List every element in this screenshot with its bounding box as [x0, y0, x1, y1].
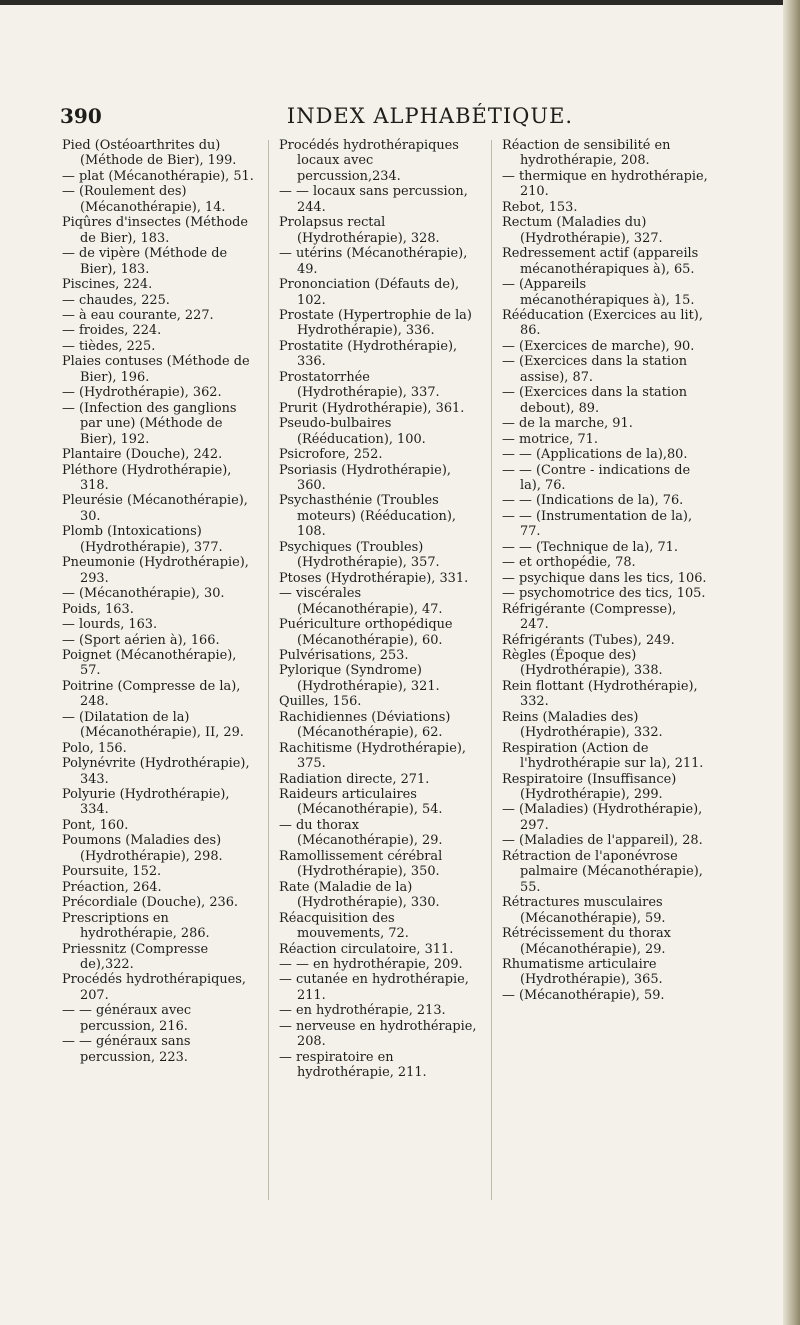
index-entry: — — (Instrumentation de la), 77. — [502, 508, 693, 540]
index-entry: — viscérales (Mécanothérapie), 47. — [279, 586, 443, 617]
index-entry: Préaction, 264. — [62, 879, 162, 895]
index-entry: — — (Technique de la), 71. — [502, 539, 678, 555]
index-entry: — (Maladies de l'appareil), 28. — [502, 833, 703, 849]
index-entry: Piscines, 224. — [62, 277, 153, 293]
index-entry: Rhumatisme articulaire (Hydrothérapie), 365. — [502, 957, 663, 988]
index-entry: Rééducation (Exercices au lit), 86. — [502, 307, 703, 339]
index-entry: Quilles, 156. — [279, 694, 362, 710]
index-entry: — thermique en hydrothérapie, 210. — [502, 168, 708, 200]
index-entry: Pulvérisations, 253. — [279, 647, 409, 663]
index-entry: — du thorax (Mécanothérapie), 29. — [279, 817, 443, 849]
index-entry: Pleurésie (Mécanothérapie), 30. — [62, 493, 248, 524]
index-entry: Plomb (Intoxications) (Hydrothérapie), 377. — [62, 524, 223, 555]
index-entry: — froides, 224. — [62, 323, 162, 339]
index-entry: Rein flottant (Hydrothérapie), 332. — [502, 678, 698, 710]
index-entry: — — (Contre - indications de la), 76. — [502, 462, 691, 493]
index-entry: Rate (Maladie de la) (Hydrothérapie), 330. — [279, 879, 440, 911]
index-entry: Ramollissement cérébral (Hydrothérapie), 350. — [279, 848, 443, 880]
index-entry: — (Exercices de marche), 90. — [502, 338, 695, 354]
index-entry: Pléthore (Hydrothérapie), 318. — [62, 462, 232, 493]
index-entry: Psychiques (Troubles) (Hydrothérapie), 357. — [279, 539, 440, 571]
index-entry: — — (Indications de la), 76. — [502, 493, 684, 509]
index-entry: — à eau courante, 227. — [62, 307, 214, 323]
index-entry: Psicrofore, 252. — [279, 447, 383, 463]
index-entry: Réaction circulatoire, 311. — [279, 941, 454, 957]
index-entry: Poursuite, 152. — [62, 864, 162, 880]
index-entry: Règles (Époque des) (Hydrothérapie), 338. — [502, 647, 663, 679]
index-entry: — — généraux sans percussion, 223. — [62, 1034, 191, 1065]
index-entry: Redressement actif (appareils mécanothérapiques à), 65. — [502, 246, 699, 277]
index-entry: Rectum (Maladies du) (Hydrothérapie), 327. — [502, 215, 663, 246]
index-entry: Prurit (Hydrothérapie), 361. — [279, 400, 465, 416]
index-entry: — tièdes, 225. — [62, 338, 156, 354]
index-entry: — (Mécanothérapie), 30. — [62, 586, 225, 602]
index-entry: Poitrine (Compresse de la), 248. — [62, 678, 241, 710]
index-entry: — (Exercices dans la station assise), 87. — [502, 354, 688, 385]
index-entry: — (Sport aérien à), 166. — [62, 632, 220, 648]
page-title: INDEX ALPHABÉTIQUE. — [286, 104, 574, 128]
column-divider — [268, 140, 269, 1200]
index-entry: — (Exercices dans la station debout), 89. — [502, 385, 688, 416]
index-entry: Réfrigérants (Tubes), 249. — [502, 632, 675, 648]
index-entry: Reins (Maladies des) (Hydrothérapie), 332. — [502, 709, 663, 741]
index-entry: Rachitisme (Hydrothérapie), 375. — [279, 740, 467, 772]
index-entry: — (Hydrothérapie), 362. — [62, 385, 222, 401]
index-entry: Ptoses (Hydrothérapie), 331. — [279, 570, 469, 586]
index-entry: Poids, 163. — [62, 601, 134, 617]
index-entry: Poignet (Mécanothérapie), 57. — [62, 647, 237, 679]
index-entry: — (Maladies) (Hydrothérapie), 297. — [502, 802, 703, 833]
index-entry: — (Infection des ganglions par une) (Méthode de Bier), 192. — [62, 400, 237, 447]
index-entry: Réaction de sensibilité en hydrothérapie, 208. — [502, 138, 671, 169]
index-entry: Prostate (Hypertrophie de la) Hydrothérapie), 336. — [279, 307, 472, 339]
index-entry: Pneumonie (Hydrothérapie), 293. — [62, 555, 249, 586]
index-entry: — de la marche, 91. — [502, 416, 633, 432]
index-entry: Plantaire (Douche), 242. — [62, 447, 223, 463]
index-entry: Prononciation (Défauts de), 102. — [279, 277, 460, 308]
index-entry: Psoriasis (Hydrothérapie), 360. — [279, 462, 451, 493]
index-entry: Procédés hydrothérapiques, 207. — [62, 972, 247, 1003]
index-entry: — psychomotrice des tics, 105. — [502, 586, 706, 602]
index-entry: — en hydrothérapie, 213. — [279, 1003, 446, 1019]
index-entry: Polo, 156. — [62, 740, 127, 756]
index-entry: Rétraction de l'aponévrose palmaire (Mécanothérapie), 55. — [502, 848, 703, 895]
index-entry: Psychasthénie (Troubles moteurs) (Rééducation), 108. — [279, 493, 456, 540]
index-entry: Prostatorrhée (Hydrothérapie), 337. — [279, 369, 440, 401]
index-entry: — de vipère (Méthode de Bier), 183. — [62, 246, 228, 277]
index-entry: Rebot, 153. — [502, 199, 578, 215]
index-entry: Pseudo-bulbaires (Rééducation), 100. — [279, 416, 426, 447]
index-entry: Prostatite (Hydrothérapie), 336. — [279, 338, 458, 370]
index-entry: Réfrigérante (Compresse), 247. — [502, 601, 677, 633]
page-edge-shadow — [783, 0, 800, 1325]
index-entry: — (Mécanothérapie), 59. — [502, 987, 665, 1003]
index-column-1 — [62, 138, 255, 1065]
index-entry: — (Appareils mécanothérapiques à), 15. — [502, 277, 695, 308]
index-entry: Respiratoire (Insuffisance) (Hydrothérapie), 299. — [502, 771, 677, 803]
index-entry: Polynévrite (Hydrothérapie), 343. — [62, 756, 250, 787]
index-entry: — — généraux avec percussion, 216. — [62, 1003, 192, 1034]
index-column-2 — [279, 138, 479, 1081]
index-entry: Piqûres d'insectes (Méthode de Bier), 183. — [62, 215, 249, 246]
page-number: 390 — [60, 104, 102, 128]
index-entry: Poumons (Maladies des) (Hydrothérapie), 298. — [62, 833, 223, 864]
index-entry: Rétrécissement du thorax (Mécanothérapie), 29. — [502, 926, 671, 957]
index-entry: — — locaux sans percussion, 244. — [279, 184, 468, 215]
index-entry: Respiration (Action de l'hydrothérapie sur la), 211. — [502, 740, 704, 772]
index-entry: — nerveuse en hydrothérapie, 208. — [279, 1018, 477, 1050]
index-entry: — utérins (Mécanothérapie), 49. — [279, 246, 468, 277]
index-entry: — (Roulement des) (Mécanothérapie), 14. — [62, 184, 226, 215]
index-entry: Prolapsus rectal (Hydrothérapie), 328. — [279, 215, 440, 246]
index-entry: — plat (Mécanothérapie), 51. — [62, 168, 254, 184]
index-entry: — et orthopédie, 78. — [502, 555, 636, 571]
index-entry: Polyurie (Hydrothérapie), 334. — [62, 787, 230, 818]
index-entry: Précordiale (Douche), 236. — [62, 895, 239, 911]
index-entry: Pylorique (Syndrome) (Hydrothérapie), 321. — [279, 663, 440, 694]
index-entry: Prescriptions en hydrothérapie, 286. — [62, 910, 210, 942]
index-entry: — psychique dans les tics, 106. — [502, 570, 707, 586]
top-scan-edge — [0, 0, 800, 5]
index-entry: — (Dilatation de la) (Mécanothérapie), II, 29. — [62, 709, 244, 741]
index-entry: — — en hydrothérapie, 209. — [279, 957, 463, 973]
index-entry: Rachidiennes (Déviations) (Mécanothérapie), 62. — [279, 709, 451, 741]
index-entry: Radiation directe, 271. — [279, 771, 430, 787]
column-divider — [491, 140, 492, 1200]
index-entry: Puériculture orthopédique (Mécanothérapie), 60. — [279, 617, 453, 648]
index-entry: Procédés hydrothérapiques locaux avec percussion,234. — [279, 138, 459, 184]
index-entry: Pont, 160. — [62, 817, 129, 833]
index-entry: — — (Applications de la),80. — [502, 447, 688, 463]
index-entry: Réacquisition des mouvements, 72. — [279, 910, 409, 942]
index-entry: Plaies contuses (Méthode de Bier), 196. — [62, 354, 250, 385]
index-entry: Raideurs articulaires (Mécanothérapie), 54. — [279, 787, 443, 818]
index-entry: — chaudes, 225. — [62, 292, 170, 308]
index-entry: Pied (Ostéoarthrites du) (Méthode de Bier), 199. — [62, 138, 237, 169]
index-entry: — motrice, 71. — [502, 431, 598, 447]
index-entry: Rétractures musculaires (Mécanothérapie), 59. — [502, 895, 666, 926]
index-entry: — lourds, 163. — [62, 617, 158, 633]
index-entry: — respiratoire en hydrothérapie, 211. — [279, 1049, 427, 1081]
index-entry: — cutanée en hydrothérapie, 211. — [279, 972, 469, 1003]
index-entry: Priessnitz (Compresse de),322. — [62, 941, 209, 973]
index-column-3 — [502, 138, 709, 1003]
